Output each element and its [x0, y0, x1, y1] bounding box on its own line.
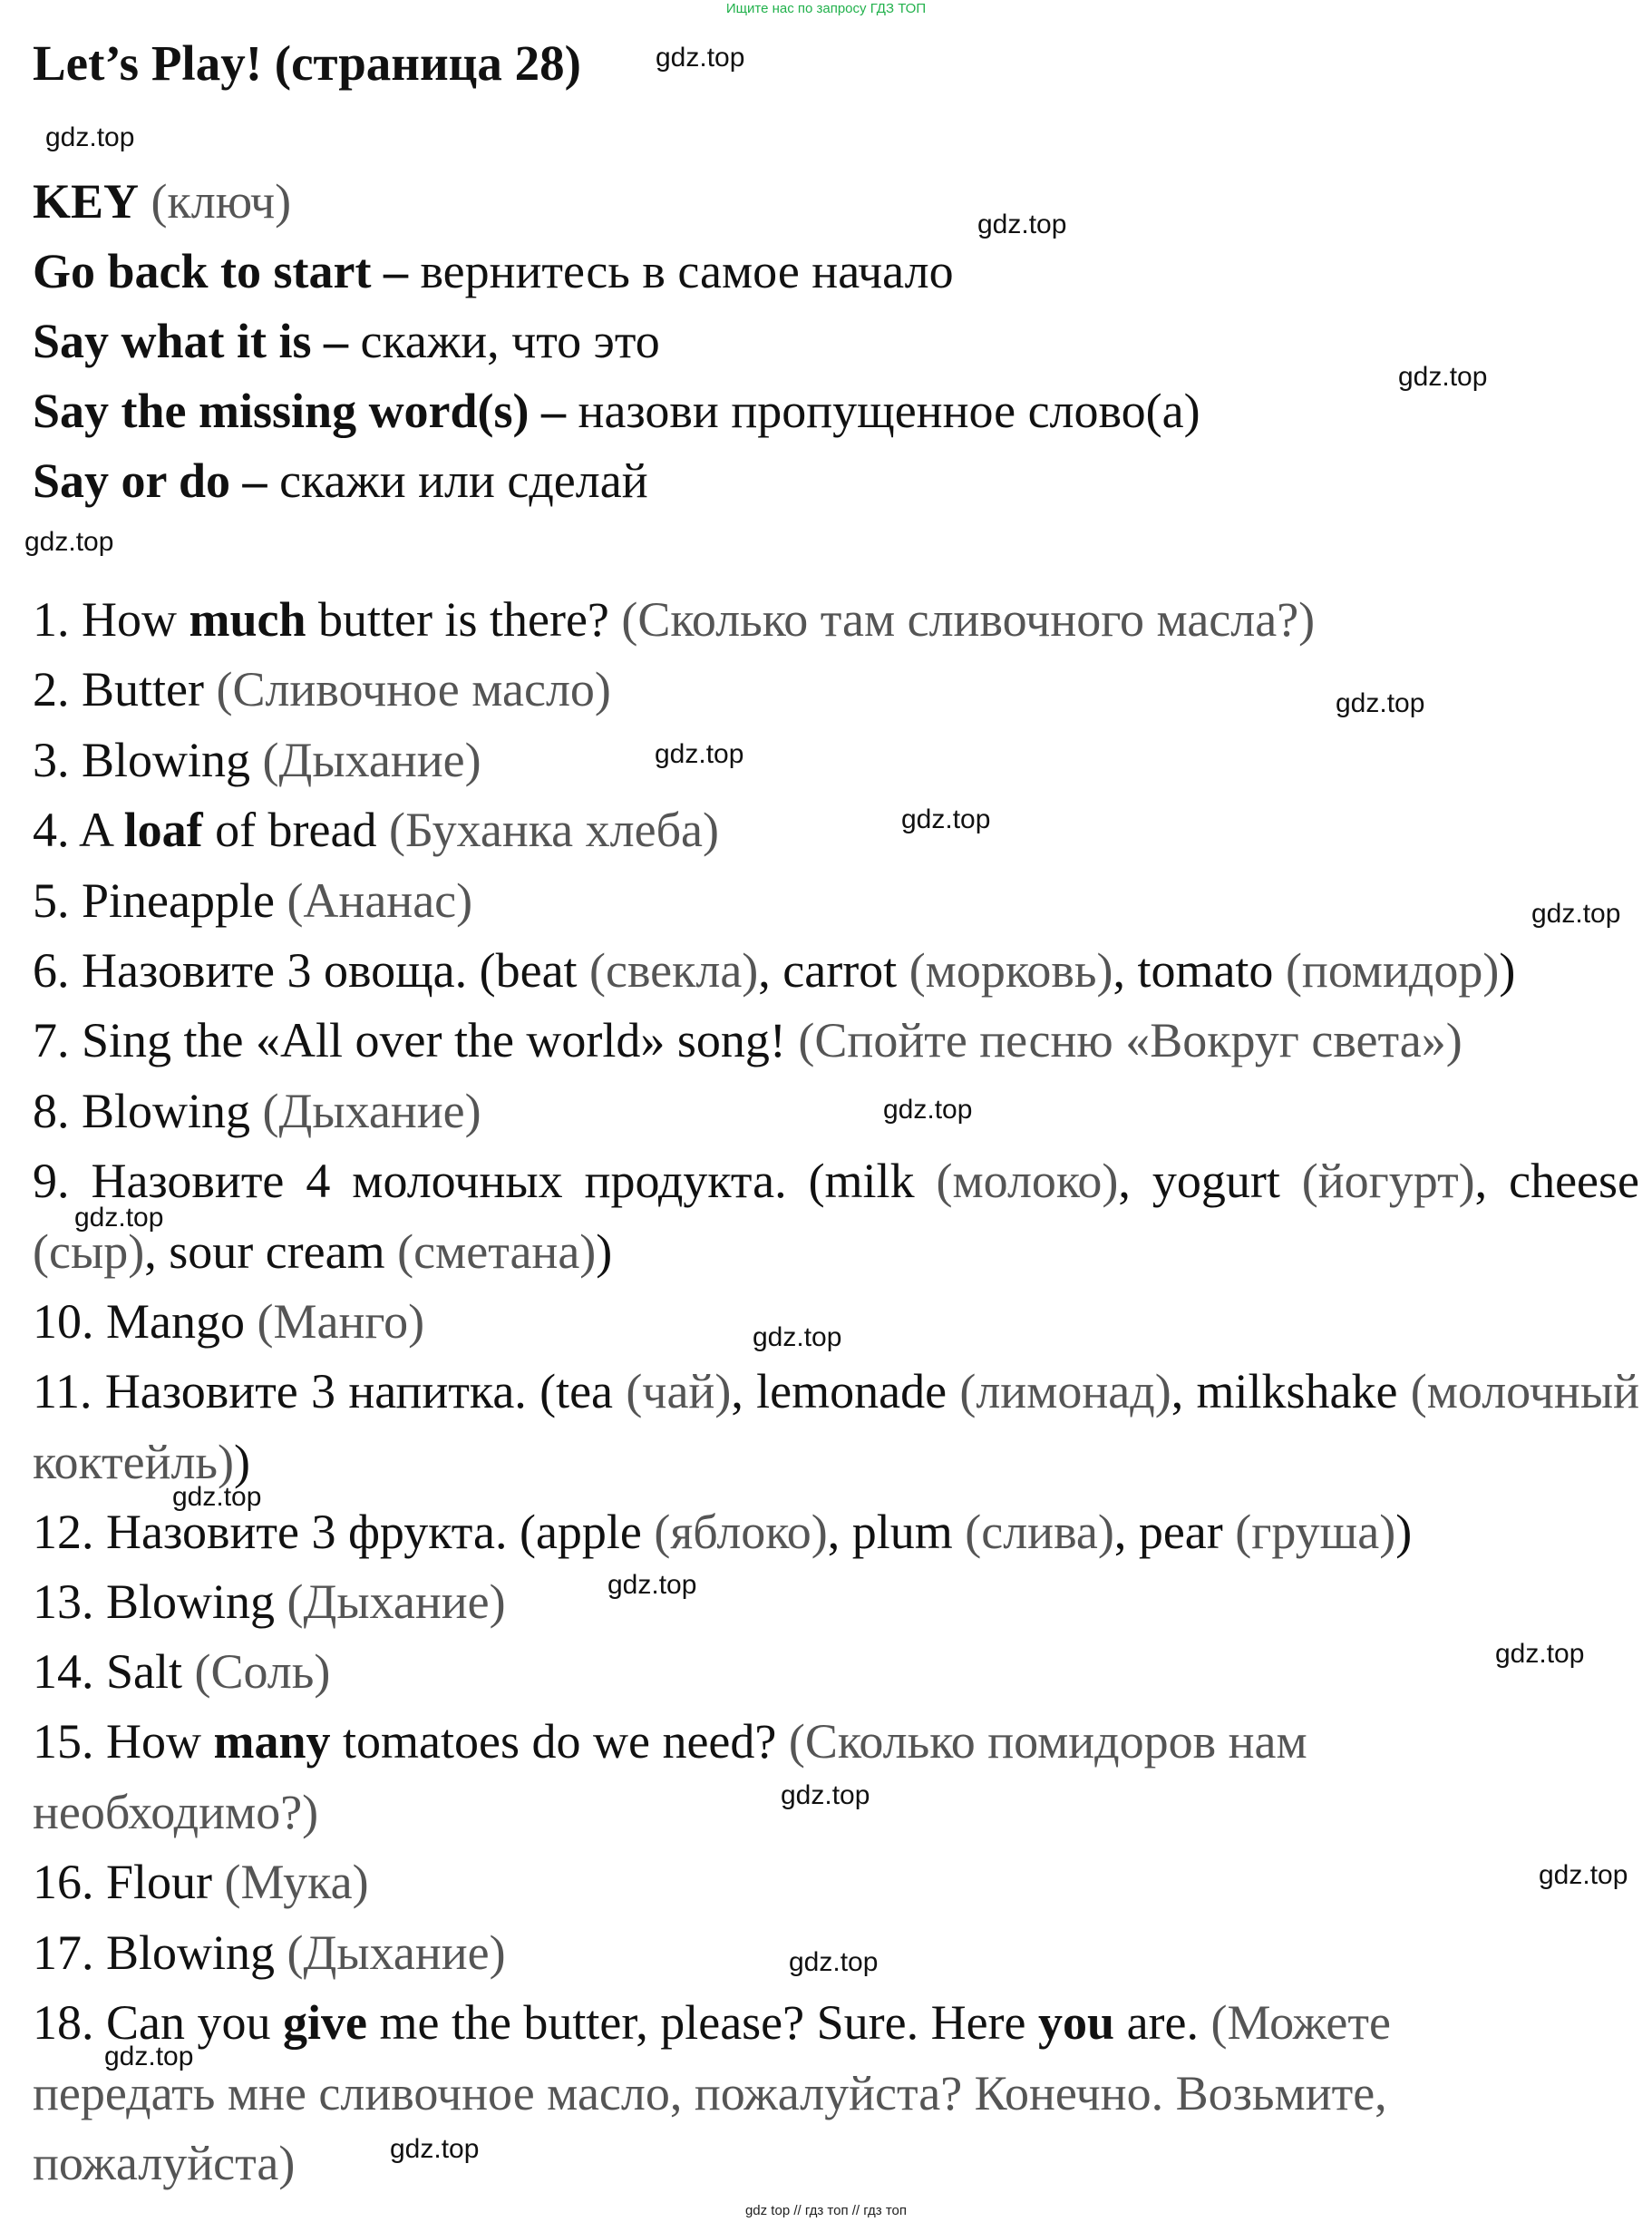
item-translation: (Ананас) [287, 873, 473, 928]
watermark-text: gdz.top [172, 1482, 262, 1512]
item-number: 14. [33, 1644, 94, 1699]
answer-item-13 [33, 1567, 1639, 1638]
watermark-text: gdz.top [1539, 1860, 1628, 1890]
key-line-term: Go back to start – [33, 244, 408, 298]
answer-item-8 [33, 1077, 1639, 1147]
item-text: are. [1114, 1995, 1211, 2050]
item-number: 2. [33, 662, 70, 716]
watermark-text: gdz.top [390, 2134, 480, 2164]
watermark-text: gdz.top [1398, 362, 1488, 392]
answer-item-15 [33, 1707, 1447, 1847]
answer-item-16 [33, 1847, 1639, 1918]
item-number: 8. [33, 1084, 70, 1138]
item-number: 16. [33, 1855, 94, 1909]
answer-item-18 [33, 1988, 1556, 2199]
item-text: Blowing [106, 1925, 287, 1980]
item-translation: (Дыхание) [287, 1925, 506, 1980]
item-text: tomatoes do we need? [330, 1714, 789, 1769]
watermark-text: gdz.top [753, 1322, 842, 1352]
item-text: How [106, 1714, 214, 1769]
item-number: 10. [33, 1294, 94, 1349]
item-text: butter is there? [306, 592, 622, 647]
item-text: Pineapple [82, 873, 287, 928]
watermark-text: gdz.top [655, 739, 744, 769]
item-text: ) [234, 1434, 251, 1489]
item-text: , yogurt [1118, 1154, 1302, 1208]
answer-item-6 [33, 936, 1639, 1007]
item-translation: (морковь) [909, 943, 1113, 998]
item-translation: (Буханка хлеба) [388, 803, 719, 857]
key-line-term: Say what it is – [33, 314, 349, 368]
item-text: , pear [1113, 1505, 1236, 1559]
page-title: Let’s Play! (страница 28) [33, 35, 581, 91]
item-text: , plum [827, 1505, 966, 1559]
item-translation: (яблоко) [654, 1505, 828, 1559]
key-line-2 [33, 309, 660, 373]
item-text: ) [596, 1223, 613, 1279]
item-translation: (свекла) [589, 943, 759, 998]
key-line-1 [33, 239, 954, 303]
item-text: , sour cream [144, 1223, 398, 1279]
key-line-3 [33, 379, 1200, 443]
answer-item-12 [33, 1497, 1639, 1568]
item-text: Salt [106, 1644, 195, 1699]
item-number: 9. [33, 1154, 70, 1208]
item-text: ) [1499, 943, 1516, 998]
watermark-text: gdz.top [24, 527, 114, 557]
answer-item-14 [33, 1637, 1639, 1708]
answer-item-11 [33, 1357, 1639, 1497]
item-number: 6. [33, 943, 70, 998]
item-number: 12. [33, 1505, 94, 1559]
item-number: 7. [33, 1013, 70, 1067]
key-heading-en: KEY [33, 174, 140, 229]
item-number: 13. [33, 1574, 94, 1629]
watermark-text: gdz.top [74, 1203, 164, 1233]
item-text: , milkshake [1171, 1364, 1411, 1418]
watermark-text: gdz.top [883, 1095, 973, 1125]
watermark-text: gdz.top [901, 804, 991, 834]
item-emphasis: many [213, 1714, 331, 1769]
item-text: , cheese [1474, 1154, 1639, 1208]
item-number: 4. [33, 803, 70, 857]
item-translation: (Дыхание) [262, 733, 481, 787]
item-number: 3. [33, 733, 70, 787]
item-text: Назовите 3 напитка. (tea [104, 1364, 627, 1418]
item-translation: (Спойте песню «Вокруг света») [798, 1013, 1463, 1067]
item-text: How [82, 592, 189, 647]
answer-item-7 [33, 1006, 1639, 1077]
item-translation: (Сколько помидоров нам необходимо?) [33, 1714, 1307, 1839]
item-text: A [79, 803, 124, 857]
item-text: Can you [106, 1995, 283, 2050]
item-text: , tomato [1113, 943, 1286, 998]
item-translation: (чай) [626, 1364, 732, 1418]
key-line-4 [33, 449, 648, 512]
watermark-text: gdz.top [1531, 899, 1621, 929]
key-heading-ru: (ключ) [151, 174, 292, 229]
item-translation: (Дыхание) [287, 1574, 506, 1629]
item-emphasis: give [283, 1995, 367, 2050]
item-translation: (Дыхание) [262, 1084, 481, 1138]
item-text: Blowing [82, 1084, 263, 1138]
item-number: 1. [33, 592, 70, 647]
item-translation: (Сколько там сливочного масла?) [621, 592, 1316, 647]
bottom-banner: gdz top // гдз топ // гдз топ [744, 2203, 908, 2218]
item-translation: (сметана) [397, 1223, 597, 1279]
item-translation: (лимонад) [959, 1364, 1171, 1418]
item-text: Blowing [82, 733, 263, 787]
watermark-text: gdz.top [607, 1570, 697, 1600]
item-text: Назовите 4 молочных продукта. (milk [91, 1154, 937, 1208]
item-translation: (молочный коктейль) [33, 1364, 1639, 1489]
key-line-term: Say the missing word(s) – [33, 384, 567, 438]
answer-item-9 [33, 1146, 1639, 1287]
key-heading [33, 170, 291, 233]
key-line-term: Say or do – [33, 453, 267, 508]
watermark-text: gdz.top [104, 2042, 194, 2071]
item-emphasis: much [189, 592, 306, 647]
item-translation: (сыр) [33, 1223, 145, 1279]
item-number: 15. [33, 1714, 94, 1769]
item-translation: (помидор) [1285, 943, 1500, 998]
item-number: 5. [33, 873, 70, 928]
watermark-text: gdz.top [1495, 1639, 1585, 1669]
item-text: Mango [106, 1294, 258, 1349]
item-translation: (молоко) [936, 1154, 1119, 1208]
item-translation: (Соль) [194, 1644, 331, 1699]
key-line-translation: скажи или сделай [279, 453, 648, 508]
watermark-text: gdz.top [45, 122, 135, 152]
key-line-translation: скажи, что это [360, 314, 660, 368]
answer-item-3 [33, 726, 1639, 796]
item-translation: (Манго) [257, 1294, 425, 1349]
item-emphasis: you [1038, 1995, 1115, 2050]
answer-item-5 [33, 866, 1639, 937]
watermark-text: gdz.top [781, 1780, 870, 1810]
item-translation: (Можете передать мне сливочное масло, пожалуйста? Конечно. Возьмите, пожалуйста) [33, 1995, 1391, 2190]
item-translation: (слива) [965, 1505, 1114, 1559]
item-text: Butter [82, 662, 217, 716]
item-emphasis: loaf [123, 803, 203, 857]
watermark-text: gdz.top [977, 210, 1067, 239]
item-text: , carrot [758, 943, 909, 998]
item-number: 11. [33, 1364, 92, 1418]
item-text: of bread [202, 803, 389, 857]
top-banner: Ищите нас по запросу ГДЗ ТОП [725, 1, 927, 16]
item-translation: (груша) [1235, 1505, 1396, 1559]
watermark-text: gdz.top [789, 1947, 879, 1977]
answer-item-4 [33, 795, 1639, 866]
watermark-text: gdz.top [1336, 688, 1425, 718]
answer-item-1 [33, 585, 1639, 656]
item-number: 17. [33, 1925, 94, 1980]
item-text: me the butter, please? Sure. Here [366, 1995, 1039, 2050]
item-text: Blowing [106, 1574, 287, 1629]
item-text: ) [1395, 1505, 1413, 1559]
item-text: Sing the «All over the world» song! [82, 1013, 799, 1067]
item-text: Назовите 3 фрукта. (apple [106, 1505, 655, 1559]
key-line-translation: вернитесь в самое начало [420, 244, 954, 298]
item-text: , lemonade [731, 1364, 960, 1418]
item-text: Назовите 3 овоща. (beat [82, 943, 590, 998]
item-translation: (Мука) [224, 1855, 369, 1909]
item-translation: (йогурт) [1301, 1154, 1475, 1208]
key-line-translation: назови пропущенное слово(а) [578, 384, 1200, 438]
item-text: Flour [106, 1855, 225, 1909]
item-number: 18. [33, 1995, 94, 2050]
item-translation: (Сливочное масло) [216, 662, 611, 716]
watermark-text: gdz.top [656, 43, 745, 73]
